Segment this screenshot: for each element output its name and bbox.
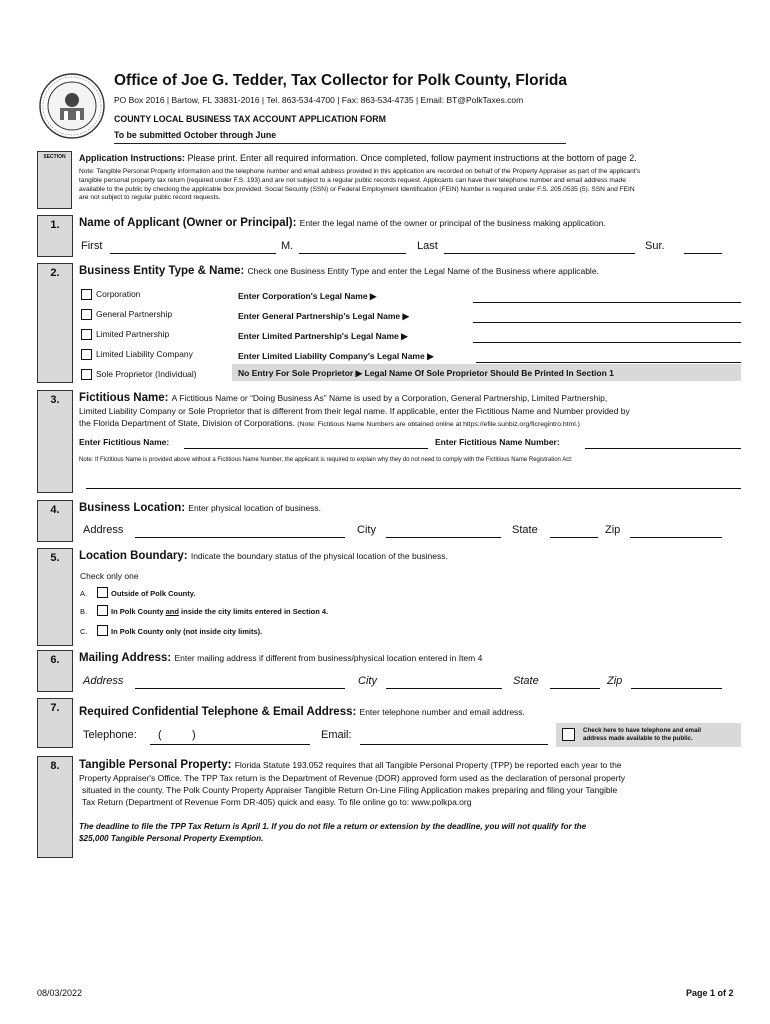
county-seal	[38, 72, 106, 140]
section-7-number-box	[37, 698, 73, 748]
llc-checkbox[interactable]	[81, 349, 92, 360]
mailing-zip-label: Zip	[607, 675, 623, 687]
last-name-field[interactable]	[444, 253, 635, 254]
section-7-heading	[79, 706, 525, 718]
sole-proprietor-label: Sole Proprietor (Individual)	[96, 369, 197, 379]
section-4-desc: Enter physical location of business.	[188, 503, 322, 513]
section-1-heading	[79, 217, 606, 229]
middle-initial-field[interactable]	[299, 253, 406, 254]
entity-type-label: Limited Partnership	[96, 329, 170, 339]
form-title: COUNTY LOCAL BUSINESS TAX ACCOUNT APPLICATION FORM	[114, 114, 386, 124]
outside-polk-checkbox[interactable]	[97, 587, 108, 598]
section-1-number-box	[37, 215, 73, 257]
section-2-heading	[79, 265, 599, 277]
instructions-title: Application Instructions:	[79, 153, 186, 163]
business-zip-field[interactable]	[630, 537, 722, 538]
section-3-line3a: the Florida Department of State, Division of Corporations.	[79, 418, 295, 428]
suffix-label: Sur.	[645, 240, 665, 252]
section-5-title: Location Boundary:	[79, 550, 188, 562]
page-number: Page 1 of 2	[686, 988, 734, 998]
sole-proprietor-checkbox[interactable]	[81, 369, 92, 380]
business-state-label: State	[512, 524, 538, 536]
section-3-number-box	[37, 390, 73, 493]
telephone-label: Telephone:	[83, 729, 137, 741]
note-line: tangible personal property tax return (required under F.S. 193) and are not subject to a regular public records request. Applicants can have their telephone number and email address made	[79, 176, 626, 184]
entity-name-prompt: Enter Corporation's Legal Name ▶	[238, 291, 377, 301]
section-1-desc: Enter the legal name of the owner or principal of the business making application.	[299, 218, 606, 228]
llc-name-field[interactable]	[476, 362, 741, 363]
last-name-label: Last	[417, 240, 438, 252]
entity-name-prompt: Enter Limited Liability Company's Legal Name ▶	[238, 351, 434, 361]
section-5-number: 5.	[50, 552, 60, 564]
instructions-note	[79, 168, 739, 203]
mailing-address-label: Address	[83, 675, 124, 687]
section-6-title: Mailing Address:	[79, 652, 172, 664]
section-4-heading	[79, 502, 321, 514]
section-6-number: 6.	[50, 654, 60, 666]
sole-proprietor-note-bar	[232, 364, 741, 381]
fictitious-note: Note: If Fictitious Name is provided above without a Fictitious Name Number, the applicant is required to explain why they do not need to comply with the Fictitious Name Registration Act:	[79, 457, 573, 463]
area-code-open: (	[158, 729, 162, 741]
mailing-zip-field[interactable]	[631, 688, 722, 689]
fictitious-explanation-field[interactable]	[86, 488, 741, 489]
public-disclosure-line: Check here to have telephone and email	[583, 727, 701, 734]
office-address: PO Box 2016 | Bartow, FL 33831-2016 | Tel. 863-534-4700 | Fax: 863-534-4735 | Email: BT@PolkTaxes.com	[114, 95, 524, 105]
section-5-desc: Indicate the boundary status of the physical location of the business.	[190, 551, 448, 561]
entity-name-prompt: Enter General Partnership's Legal Name ▶	[238, 311, 410, 321]
section-5-heading	[79, 550, 448, 562]
public-disclosure-checkbox[interactable]	[562, 728, 575, 741]
section-7-title: Required Confidential Telephone & Email Address:	[79, 706, 357, 718]
area-code-close: )	[192, 729, 196, 741]
section-1-title: Name of Applicant (Owner or Principal):	[79, 217, 297, 229]
suffix-field[interactable]	[684, 253, 722, 254]
business-address-field[interactable]	[135, 537, 345, 538]
general-partnership-checkbox[interactable]	[81, 309, 92, 320]
section-8-heading	[79, 759, 622, 771]
section-3-title: Fictitious Name:	[79, 392, 169, 404]
section-4-title: Business Location:	[79, 502, 186, 514]
mailing-state-label: State	[513, 675, 539, 687]
business-city-label: City	[357, 524, 376, 536]
section-8-line4: Tax Return (Department of Revenue Form DR-405) quick and easy. To file online go to: www.polkpa.org	[82, 797, 472, 807]
section-7-number: 7.	[50, 702, 60, 714]
mailing-state-field[interactable]	[550, 688, 600, 689]
business-city-field[interactable]	[386, 537, 501, 538]
corporation-checkbox[interactable]	[81, 289, 92, 300]
section-8-number: 8.	[50, 760, 60, 772]
inside-city-post: inside the city limits entered in Section 4.	[181, 607, 329, 616]
section-4-number: 4.	[50, 504, 60, 516]
general-partnership-name-field[interactable]	[473, 322, 741, 323]
section-3-line1: A Fictitious Name or “Doing Business As” Name is used by a Corporation, General Partnership, Limited Partnership,	[171, 393, 608, 403]
tpp-deadline-line2: $25,000 Tangible Personal Property Exemption.	[79, 834, 264, 843]
sole-proprietor-note: No Entry For Sole Proprietor ▶ Legal Name Of Sole Proprietor Should Be Printed In Section 1	[238, 368, 614, 378]
section-2-title: Business Entity Type & Name:	[79, 265, 245, 277]
section-1-number: 1.	[50, 219, 60, 231]
business-address-label: Address	[83, 524, 124, 536]
option-letter: A.	[80, 589, 88, 598]
section-5-number-box	[37, 548, 73, 646]
header-divider	[114, 143, 566, 144]
business-zip-label: Zip	[605, 524, 621, 536]
outside-polk-label: Outside of Polk County.	[111, 589, 196, 598]
section-3-number: 3.	[50, 394, 60, 406]
section-3-heading	[79, 392, 607, 404]
fictitious-name-label: Enter Fictitious Name:	[79, 437, 170, 447]
mailing-city-label: City	[358, 675, 377, 687]
option-letter: C.	[80, 627, 88, 636]
mailing-address-field[interactable]	[135, 688, 345, 689]
section-6-desc: Enter mailing address if different from business/physical location entered in Item 4	[174, 653, 483, 663]
fictitious-name-field[interactable]	[184, 448, 428, 449]
note-line: Note: Tangible Personal Property information and the telephone number and email address provided in this application are recorded on behalf of the Property Appraiser as part of the applicant's	[79, 168, 641, 175]
section-2-desc: Check one Business Entity Type and enter the Legal Name of the Business where applicable.	[247, 266, 599, 276]
entity-type-label: Corporation	[96, 289, 141, 299]
note-line: are not subject to regular public record requests.	[79, 194, 221, 202]
form-subtitle: To be submitted October through June	[114, 130, 277, 140]
tpp-deadline-line1: The deadline to file the TPP Tax Return is April 1. If you do not file a return or extension by the deadline, you will not qualify for the	[79, 822, 587, 831]
section-label-box	[37, 151, 72, 209]
public-disclosure-text	[583, 727, 701, 743]
telephone-field[interactable]	[150, 744, 310, 745]
limited-partnership-checkbox[interactable]	[81, 329, 92, 340]
entity-type-label: Limited Liability Company	[96, 349, 193, 359]
mailing-city-field[interactable]	[386, 688, 502, 689]
option-letter: B.	[80, 607, 88, 616]
section-8-line2: Property Appraiser's Office. The TPP Tax return is the Department of Revenue (DOR) approved form used as the declaration of personal property	[79, 773, 626, 783]
public-disclosure-line: address made available to the public.	[583, 735, 693, 742]
section-4-number-box	[37, 500, 73, 542]
revision-date: 08/03/2022	[37, 988, 83, 998]
polk-only-checkbox[interactable]	[97, 625, 108, 636]
section-6-heading	[79, 652, 482, 664]
corporation-name-field[interactable]	[473, 302, 741, 303]
entity-name-prompt: Enter Limited Partnership's Legal Name ▶	[238, 331, 408, 341]
section-2-number: 2.	[50, 267, 60, 279]
first-name-field[interactable]	[110, 253, 276, 254]
check-only-one-label: Check only one	[80, 571, 139, 581]
entity-type-label: General Partnership	[96, 309, 173, 319]
inside-city-label	[111, 607, 328, 616]
section-3-line3b: (Note: Fictitious Name Numbers are obtained online at https://efile.sunbiz.org/ficregintro.html.)	[297, 421, 580, 428]
inside-city-checkbox[interactable]	[97, 605, 108, 616]
note-line: available to the public by checking the applicable box provided. Social Security (SSN) or Federal Employment Identification (FEIN) Number is required under F.S. 205.0535 (5). SSN and FEIN	[79, 185, 635, 193]
public-disclosure-box	[556, 723, 741, 747]
fictitious-number-field[interactable]	[585, 448, 741, 449]
section-3-line3	[79, 418, 580, 431]
section-8-title: Tangible Personal Property:	[79, 759, 232, 771]
polk-only-label: In Polk County only (not inside city limits).	[111, 627, 263, 636]
fictitious-number-label: Enter Fictitious Name Number:	[435, 437, 560, 447]
first-name-label: First	[81, 240, 103, 252]
section-8-number-box	[37, 756, 73, 858]
instructions-heading	[79, 153, 637, 163]
inside-city-pre: In Polk County	[111, 607, 164, 616]
section-label: SECTION	[43, 154, 66, 160]
inside-city-and: and	[165, 607, 179, 616]
section-2-number-box	[37, 263, 73, 383]
business-state-field[interactable]	[550, 537, 598, 538]
limited-partnership-name-field[interactable]	[473, 342, 741, 343]
email-label: Email:	[321, 729, 352, 741]
section-6-number-box	[37, 650, 73, 692]
instructions-text: Please print. Enter all required information. Once completed, follow payment instructions at the bottom of page 2.	[187, 153, 637, 163]
section-7-desc: Enter telephone number and email address.	[359, 707, 525, 717]
section-3-line2: Limited Liability Company or Sole Proprietor that is different from their legal name. If applicable, enter the Fictitious Name and Number provided by	[79, 406, 630, 416]
email-field[interactable]	[360, 744, 548, 745]
section-8-line1: Florida Statute 193.052 requires that all Tangible Personal Property (TPP) be reported each year to the	[234, 760, 622, 770]
office-title: Office of Joe G. Tedder, Tax Collector for Polk County, Florida	[114, 72, 568, 89]
middle-initial-label: M.	[281, 240, 294, 252]
section-8-line3: situated in the county. The Polk County Property Appraiser Tangible Return On-Line Filing Application makes preparing and filing your Tangible	[82, 785, 618, 795]
